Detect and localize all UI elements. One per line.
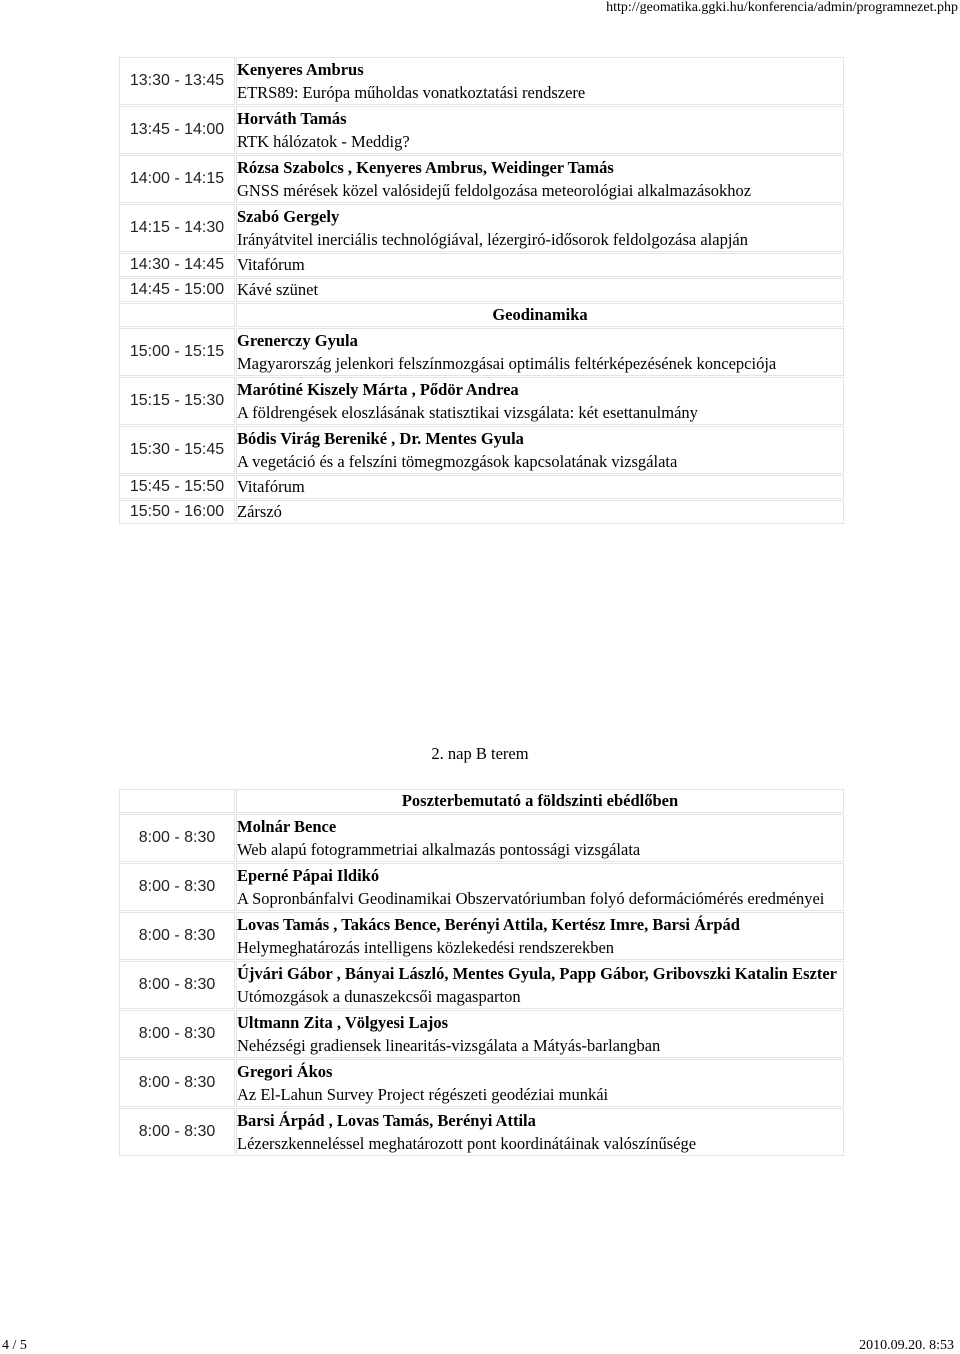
time-slot: 14:15 - 14:30 (119, 204, 235, 252)
table-row (119, 377, 844, 425)
talk-authors: Grenerczy Gyula (237, 331, 358, 350)
poster-authors: Molnár Bence (237, 817, 337, 836)
talk-cell (236, 57, 844, 105)
talk-authors: Horváth Tamás (237, 109, 347, 128)
poster-authors: Eperné Pápai Ildikó (237, 866, 380, 885)
time-slot: 14:00 - 14:15 (119, 155, 235, 203)
time-slot: 8:00 - 8:30 (119, 814, 235, 862)
table-row (119, 426, 844, 474)
table-row (119, 155, 844, 203)
talk-title: A vegetáció és a felszíni tömegmozgások kapcsolatának vizsgálata (237, 452, 678, 471)
time-slot: 8:00 - 8:30 (119, 1108, 235, 1156)
poster-cell (236, 961, 844, 1009)
table-row (119, 500, 844, 524)
time-slot: 8:00 - 8:30 (119, 863, 235, 911)
table-row (119, 863, 844, 911)
time-slot: 15:15 - 15:30 (119, 377, 235, 425)
time-slot: 8:00 - 8:30 (119, 961, 235, 1009)
poster-title: Nehézségi gradiensek linearitás-vizsgálata a Mátyás-barlangban (237, 1036, 661, 1055)
talk-cell (236, 106, 844, 154)
time-slot: 8:00 - 8:30 (119, 1010, 235, 1058)
table-row (119, 475, 844, 499)
program-table-day1 (118, 56, 845, 525)
page-number: 4 / 5 (2, 1338, 27, 1353)
time-slot: 15:30 - 15:45 (119, 426, 235, 474)
poster-title: Lézerszkenneléssel meghatározott pont koordinátáinak valószínűsége (237, 1134, 697, 1153)
talk-cell (236, 204, 844, 252)
closing-cell: Zárszó (236, 500, 844, 524)
time-slot: 13:45 - 14:00 (119, 106, 235, 154)
table-row (119, 814, 844, 862)
time-slot: 8:00 - 8:30 (119, 1059, 235, 1107)
table-row (119, 204, 844, 252)
talk-cell (236, 377, 844, 425)
talk-authors: Marótiné Kiszely Márta , Pődör Andrea (237, 380, 519, 399)
talk-cell (236, 426, 844, 474)
session-row (119, 789, 844, 813)
poster-title: A Sopronbánfalvi Geodinamikai Obszervatóriumban folyó deformációmérés eredményei (237, 889, 825, 908)
talk-authors: Rózsa Szabolcs , Kenyeres Ambrus, Weidinger Tamás (237, 158, 614, 177)
poster-cell (236, 1059, 844, 1107)
talk-authors: Bódis Virág Bereniké , Dr. Mentes Gyula (237, 429, 524, 448)
table-row (119, 253, 844, 277)
table-row (119, 1059, 844, 1107)
talk-title: GNSS mérések közel valósidejű feldolgozása meteorológiai alkalmazásokhoz (237, 181, 752, 200)
talk-title: Irányátvitel inerciális technológiával, lézergiró-idősorok feldolgozása alapján (237, 230, 748, 249)
poster-title: Az El-Lahun Survey Project régészeti geodéziai munkái (237, 1085, 609, 1104)
talk-title: A földrengések eloszlásának statisztikai vizsgálata: két esettanulmány (237, 403, 698, 422)
empty-cell (119, 789, 235, 813)
poster-authors: Újvári Gábor , Bányai László, Mentes Gyula, Papp Gábor, Gribovszki Katalin Eszter (237, 964, 837, 983)
empty-cell (119, 303, 235, 327)
poster-authors: Barsi Árpád , Lovas Tamás, Berényi Attila (237, 1111, 536, 1130)
talk-title: RTK hálózatok - Meddig? (237, 132, 410, 151)
table-row (119, 328, 844, 376)
talk-authors: Kenyeres Ambrus (237, 60, 364, 79)
talk-authors: Szabó Gergely (237, 207, 340, 226)
talk-cell (236, 155, 844, 203)
poster-cell (236, 814, 844, 862)
time-slot: 15:50 - 16:00 (119, 500, 235, 524)
talk-cell (236, 328, 844, 376)
time-slot: 14:45 - 15:00 (119, 278, 235, 302)
table-row (119, 912, 844, 960)
poster-title: Utómozgások a dunaszekcsői magasparton (237, 987, 521, 1006)
session-title: Geodinamika (236, 303, 844, 327)
time-slot: 15:45 - 15:50 (119, 475, 235, 499)
table-row (119, 1108, 844, 1156)
table-row (119, 278, 844, 302)
session-row (119, 303, 844, 327)
table-row (119, 1010, 844, 1058)
break-cell: Kávé szünet (236, 278, 844, 302)
table-row (119, 961, 844, 1009)
print-timestamp: 2010.09.20. 8:53 (859, 1338, 954, 1353)
poster-cell (236, 912, 844, 960)
talk-title: ETRS89: Európa műholdas vonatkoztatási rendszere (237, 83, 586, 102)
poster-title: Helymeghatározás intelligens közlekedési rendszerekben (237, 938, 615, 957)
time-slot: 15:00 - 15:15 (119, 328, 235, 376)
poster-authors: Lovas Tamás , Takács Bence, Berényi Attila, Kertész Imre, Barsi Árpád (237, 915, 740, 934)
poster-cell (236, 1010, 844, 1058)
poster-title: Web alapú fotogrammetriai alkalmazás pontossági vizsgálata (237, 840, 641, 859)
poster-cell (236, 1108, 844, 1156)
day-room-heading: 2. nap B terem (431, 744, 529, 763)
page-url: http://geomatika.ggki.hu/konferencia/admin/programnezet.php (606, 0, 958, 15)
discussion-cell: Vitafórum (236, 253, 844, 277)
time-slot: 8:00 - 8:30 (119, 912, 235, 960)
poster-cell (236, 863, 844, 911)
discussion-cell: Vitafórum (236, 475, 844, 499)
session-title: Poszterbemutató a földszinti ebédlőben (236, 789, 844, 813)
table-row (119, 57, 844, 105)
poster-authors: Ultmann Zita , Völgyesi Lajos (237, 1013, 449, 1032)
program-table-day2 (118, 788, 845, 1157)
table-row (119, 106, 844, 154)
time-slot: 14:30 - 14:45 (119, 253, 235, 277)
time-slot: 13:30 - 13:45 (119, 57, 235, 105)
talk-title: Magyarország jelenkori felszínmozgásai optimális feltérképezésének koncepciója (237, 354, 777, 373)
poster-authors: Gregori Ákos (237, 1062, 333, 1081)
